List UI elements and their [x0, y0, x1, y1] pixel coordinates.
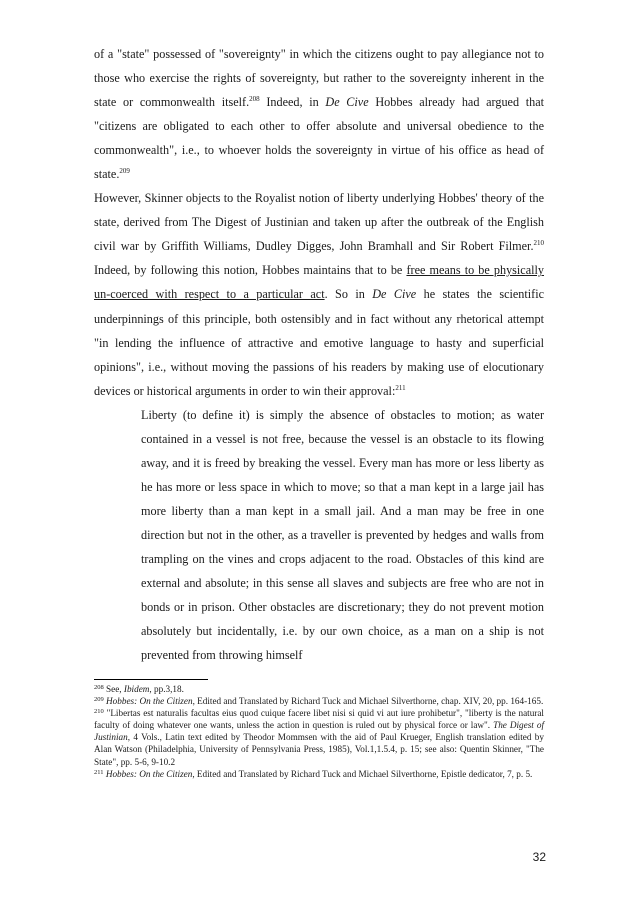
- text: See,: [103, 684, 124, 694]
- body-text: [94, 42, 544, 667]
- footnote-number: 209: [94, 696, 104, 704]
- text: Indeed, in: [259, 95, 326, 110]
- text: , Edited and Translated by Richard Tuck and Michael Silverthorne, Epistle dedicator, 7, p. 5.: [192, 768, 533, 779]
- page-number: 32: [532, 850, 546, 864]
- text: Ibidem: [123, 684, 150, 694]
- text: Hobbes already had argued that "citizens are obligated to each other to offer absolute and universal obedience to the commonwealth", i.e., to whoever holds the sovereignty in virtue of his office as head of state.: [94, 95, 545, 182]
- text: The Digest of Justinian: [94, 720, 544, 743]
- footnote-ref-208[interactable]: 208: [249, 95, 260, 104]
- text: Hobbes: On the Citizen: [103, 696, 193, 707]
- text: of a "state" possessed of "sovereignty" in which the citizens ought to pay allegiance not to those who exercise the rights of sovereignty, but rather to the sovereignty inherent in the state or commonwealth itself.: [94, 47, 544, 110]
- footnotes: [94, 683, 544, 780]
- footnote-ref-210[interactable]: 210: [533, 239, 544, 248]
- footnote-ref-211[interactable]: 211: [395, 383, 406, 392]
- paragraph-1: [94, 42, 544, 186]
- title-de-cive: De Cive: [325, 95, 369, 110]
- text: he states the scientific underpinnings of this principle, both ostensibly and in fact without any rhetorical attempt "in lending the influence of attractive and emotive language to hasty and superficial opinions", i.e., without moving the passions of his readers by making use of elocutionary devices or historical arguments in order to win their approval:: [94, 287, 545, 398]
- footnote-209: [94, 695, 544, 707]
- paragraph-2: [94, 186, 544, 402]
- footnote-211: [94, 768, 544, 780]
- text: . So in: [324, 287, 373, 302]
- title-de-cive: De Cive: [372, 287, 417, 302]
- footnote-210: [94, 707, 544, 767]
- text: "Libertas est naturalis facultas eius quod cuique facere libet nisi si quid vi aut iure prohibetur", "liberty is the natural faculty of doing whatever one wants, unless the action in question is ruled out by physical force or law".: [94, 708, 544, 731]
- text: , Edited and Translated by Richard Tuck and Michael Silverthorne, chap. XIV, 20, pp. 164-165.: [192, 696, 544, 707]
- footnote-number: 211: [94, 768, 104, 776]
- text: , pp.3,18.: [149, 684, 184, 694]
- footnote-ref-209[interactable]: 209: [119, 167, 130, 176]
- text: However, Skinner objects to the Royalist notion of liberty underlying Hobbes' theory of the state, derived from The Digest of Justinian and taken up after the outbreak of the English civil war by Griffith Williams, Dudley Digges, John Bramhall and Sir Robert Filmer.: [94, 191, 544, 254]
- text: Indeed, by following this notion, Hobbes maintains that to be: [94, 263, 407, 278]
- block-quote: Liberty (to define it) is simply the absence of obstacles to motion; as water contained in a vessel is not free, because the vessel is an obstacle to its flowing away, and it is freed by breaking the vessel. Every man has more or less liberty as he has more or less space in which to move; so that a man kept in a large jail has more liberty than a man kept in a small jail. And a man may be free in one direction but not in the other, as a traveller is prevented by hedges and walls from trampling on the vines and crops adjacent to the road. Obstacles of this kind are external and absolute; in this sense all slaves and subjects are free who are not in bonds or in prison. Other obstacles are discretionary; they do not prevent motion absolutely but incidentally, i.e. by our own choice, as a man on a ship is not prevented from throwing himself: [141, 407, 544, 663]
- text: , 4 Vols., Latin text edited by Theodor Mommsen with the aid of Paul Krueger, English translation edited by Alan Watson (Philadelphia, University of Pennsylvania Press, 1985), Vol.1,1.5.4, p. 15; see also: Quentin Skinner, "The State", pp. 5-6, 9-10.2: [94, 732, 544, 767]
- footnote-number: 210: [94, 708, 104, 716]
- underlined-phrase: free means to be physically un-coerced with respect to a particular act: [94, 263, 544, 302]
- footnote-208: [94, 683, 544, 695]
- text: Hobbes: On the Citizen: [103, 768, 193, 779]
- footnote-separator: [94, 679, 208, 680]
- footnote-number: 208: [94, 684, 104, 691]
